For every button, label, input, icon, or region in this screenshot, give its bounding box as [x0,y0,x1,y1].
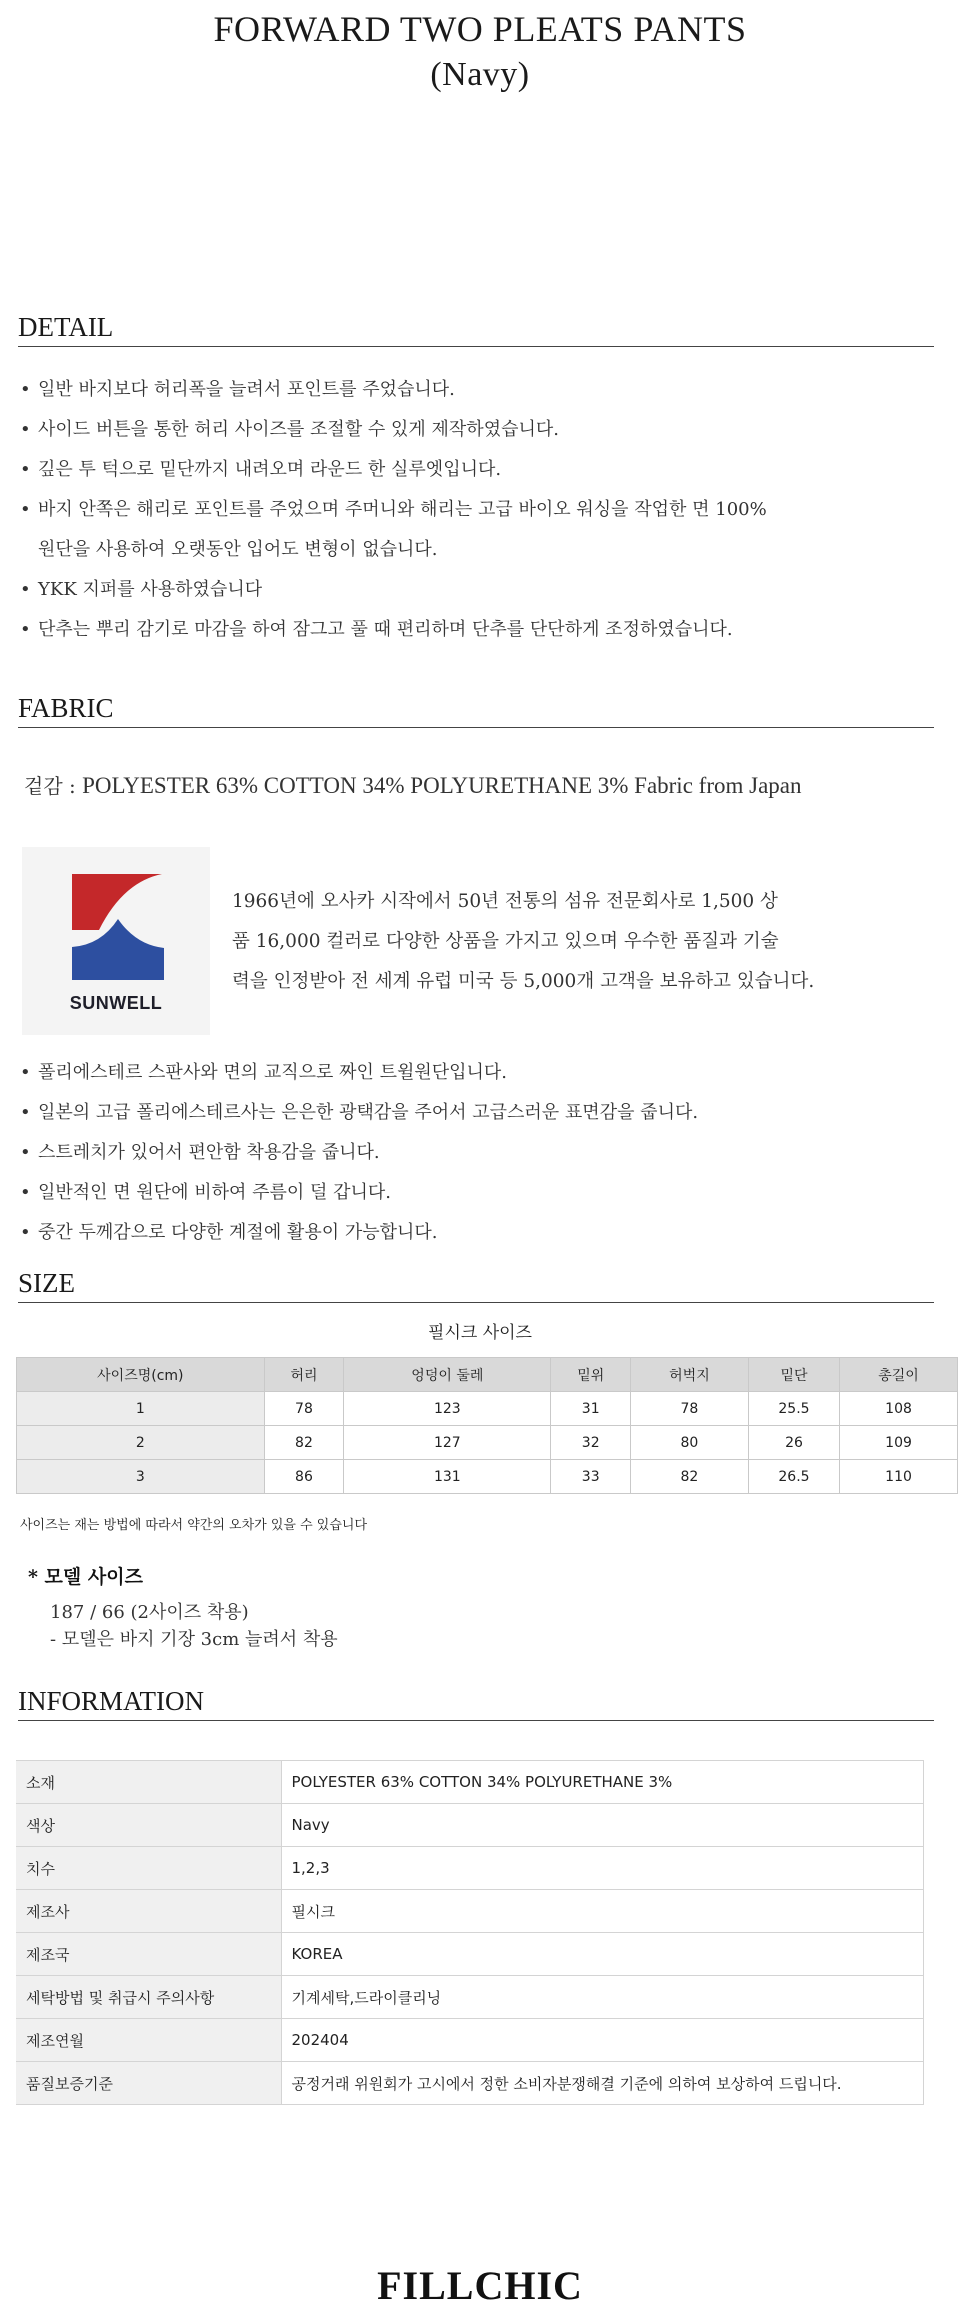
info-value: 기계세탁,드라이클리닝 [281,1976,924,2019]
size-table-header-row [17,1358,958,1392]
information-table [16,1760,924,2105]
brand-logo-text: FILLCHIC [377,2263,583,2304]
size-table-caption: 필시크 사이즈 [428,1323,532,1343]
detail-bullet: • YKK 지퍼를 사용하였습니다 [18,570,938,610]
size-cell: 109 [840,1426,958,1460]
size-cell: 86 [264,1460,344,1494]
size-col-header: 허벅지 [631,1358,749,1392]
info-value: 공정거래 위원회가 고시에서 정한 소비자분쟁해결 기준에 의하여 보상하여 드립니다. [281,2062,924,2105]
model-size-line: - 모델은 바지 기장 3cm 늘려서 착용 [50,1629,338,1650]
info-row [16,1976,924,2019]
size-cell: 25.5 [748,1392,839,1426]
sunwell-logo-text: SUNWELL [69,993,163,1013]
detail-bullet: • 바지 안쪽은 해리로 포인트를 주었으며 주머니와 해리는 고급 바이오 워싱을 작업한 면 100% [18,490,938,530]
sunwell-logo [22,847,210,1035]
size-col-header: 사이즈명(cm) [17,1358,265,1392]
detail-bullet-list [18,370,938,650]
product-title: FORWARD TWO PLEATS PANTS [213,9,747,49]
fabric-label: 겉감 : [24,774,83,798]
size-cell: 26 [748,1426,839,1460]
info-key: 제조연월 [16,2019,281,2062]
size-cell: 82 [631,1460,749,1494]
detail-bullet: • 일반 바지보다 허리폭을 늘려서 포인트를 주었습니다. [18,370,938,410]
sunwell-description [232,882,932,1002]
fabric-bullet: • 일반적인 면 원단에 비하여 주름이 덜 갑니다. [18,1173,938,1213]
size-table-row [17,1460,958,1494]
info-key: 제조국 [16,1933,281,1976]
sunwell-description-line: 품 16,000 컬러로 다양한 상품을 가지고 있으며 우수한 품질과 기술 [232,931,779,952]
info-row [16,1933,924,1976]
size-cell: 1 [17,1392,265,1426]
fabric-composition [24,770,801,799]
size-cell: 78 [631,1392,749,1426]
size-table [16,1357,958,1494]
size-cell: 80 [631,1426,749,1460]
size-cell: 33 [551,1460,631,1494]
size-col-header: 밑위 [551,1358,631,1392]
size-cell: 78 [264,1392,344,1426]
size-col-header: 총길이 [840,1358,958,1392]
fabric-bullet-list [18,1053,938,1253]
info-key: 소재 [16,1761,281,1804]
info-row [16,1847,924,1890]
size-cell: 32 [551,1426,631,1460]
fabric-bullet: • 중간 두께감으로 다양한 계절에 활용이 가능합니다. [18,1213,938,1253]
size-cell: 108 [840,1392,958,1426]
size-table-row [17,1392,958,1426]
fabric-heading: FABRIC [18,693,934,728]
size-heading: SIZE [18,1268,934,1303]
size-cell: 131 [344,1460,551,1494]
info-row [16,1761,924,1804]
size-cell: 123 [344,1392,551,1426]
size-col-header: 밑단 [748,1358,839,1392]
product-color-subtitle: (Navy) [430,56,530,93]
fabric-composition-value: POLYESTER 63% COTTON 34% POLYURETHANE 3% Fabric from Japan [82,773,802,798]
model-size-title: * 모델 사이즈 [28,1566,143,1588]
info-row [16,2019,924,2062]
info-row [16,2062,924,2105]
detail-bullet: • 단추는 뿌리 감기로 마감을 하여 잠그고 풀 때 편리하며 단추를 단단하게 조정하였습니다. [18,610,938,650]
size-cell: 31 [551,1392,631,1426]
size-measurement-note: 사이즈는 재는 방법에 따라서 약간의 오차가 있을 수 있습니다 [20,1518,368,1533]
info-value: Navy [281,1804,924,1847]
fabric-bullet: • 일본의 고급 폴리에스테르사는 은은한 광택감을 주어서 고급스러운 표면감을 줍니다. [18,1093,938,1133]
info-value: KOREA [281,1933,924,1976]
sunwell-description-line: 1966년에 오사카 시작에서 50년 전통의 섬유 전문회사로 1,500 상 [232,891,778,912]
size-col-header: 허리 [264,1358,344,1392]
info-key: 세탁방법 및 취급시 주의사항 [16,1976,281,2019]
fabric-bullet: • 스트레치가 있어서 편안함 착용감을 줍니다. [18,1133,938,1173]
info-row [16,1804,924,1847]
detail-bullet: • 사이드 버튼을 통한 허리 사이즈를 조절할 수 있게 제작하였습니다. [18,410,938,450]
model-size-line: 187 / 66 (2사이즈 착용) [50,1602,249,1623]
detail-bullet-continuation: 원단을 사용하여 오랫동안 입어도 변형이 없습니다. [38,539,438,560]
size-cell: 2 [17,1426,265,1460]
size-col-header: 엉덩이 둘레 [344,1358,551,1392]
info-value: 1,2,3 [281,1847,924,1890]
info-value: POLYESTER 63% COTTON 34% POLYURETHANE 3% [281,1761,924,1804]
info-key: 품질보증기준 [16,2062,281,2105]
size-cell: 3 [17,1460,265,1494]
information-heading: INFORMATION [18,1686,934,1721]
size-table-row [17,1426,958,1460]
size-cell: 110 [840,1460,958,1494]
info-row [16,1890,924,1933]
detail-bullet: • 깊은 투 턱으로 밑단까지 내려오며 라운드 한 실루엣입니다. [18,450,938,490]
fabric-bullet: • 폴리에스테르 스판사와 면의 교직으로 짜인 트윌원단입니다. [18,1053,938,1093]
info-key: 제조사 [16,1890,281,1933]
size-cell: 127 [344,1426,551,1460]
info-value: 202404 [281,2019,924,2062]
size-cell: 26.5 [748,1460,839,1494]
size-cell: 82 [264,1426,344,1460]
info-value: 필시크 [281,1890,924,1933]
info-key: 색상 [16,1804,281,1847]
sunwell-description-line: 력을 인정받아 전 세계 유럽 미국 등 5,000개 고객을 보유하고 있습니다. [232,971,815,992]
info-key: 치수 [16,1847,281,1890]
detail-heading: DETAIL [18,312,934,347]
